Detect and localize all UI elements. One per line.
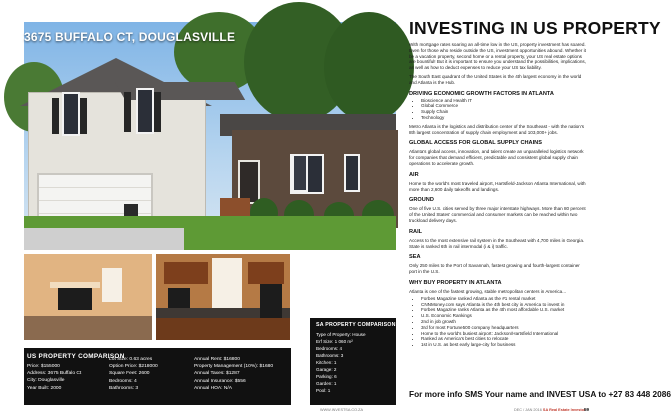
section-heading-air: AIR — [409, 171, 419, 178]
air-text: Home to the world's most traveled airport, Hartsfield-Jackson Atlanta International, with more than 2,600 daily takeoffs and landings. — [409, 180, 586, 192]
list-item: • 3rd for most Fortune500 company headquarters — [421, 325, 587, 331]
list-item: • Forbes Magazine ranks Atlanta as the 4th most affordable U.S. market — [421, 307, 587, 313]
list-item: • Forbes Magazine ranked Atlanta as the #1 rental market — [421, 296, 587, 302]
sa-garage: Garage: 2 — [316, 367, 337, 372]
comparison-bathrooms: Bathrooms: 3 — [109, 385, 139, 391]
sa-bedrooms: Bedrooms: 4 — [316, 346, 343, 351]
window — [62, 92, 80, 136]
list-item: • Supply Chain — [421, 109, 587, 115]
footer-website: WWW.INVESTSA.CO.ZA — [320, 408, 364, 412]
growth-text: Metro Atlanta is the logistics and distribution center of the Southeast - with the nation's 8th largest concentration of supply chain employment and 103,000+ jobs. — [409, 123, 585, 135]
footer-brand: SA Real Estate Investor — [542, 408, 586, 412]
sa-property-comparison — [310, 318, 396, 405]
section-heading-global-access: GLOBAL ACCESS FOR GLOBAL SUPPLY CHAINS — [409, 140, 542, 147]
list-item: • U.S. Economic Rankings — [421, 313, 587, 319]
comparison-column-2 — [109, 356, 158, 392]
section-heading-rail: RAIL — [409, 228, 423, 235]
growth-factor-list — [409, 98, 587, 121]
comparison-bedrooms: Bedrooms: 4 — [109, 378, 137, 384]
sa-pool: Pool: 1 — [316, 388, 331, 393]
section-heading-growth: DRIVING ECONOMIC GROWTH FACTORS IN ATLANTA — [409, 90, 554, 97]
comparison-column-3 — [194, 356, 273, 392]
list-item: • 1st in U.S. as best early large-city for business — [421, 342, 587, 348]
window — [136, 88, 154, 134]
house-photo — [24, 22, 396, 250]
property-address: 3675 BUFFALO CT, DOUGLASVILLE — [24, 30, 236, 44]
rail-text: Access to the most extensive rail system in the Southeast with 4,700 miles in Georgia. State is ranked 6th in rail intermodal (i & i) traffic. — [409, 237, 585, 249]
list-item: • CNNMoney.com says Atlanta is the 4th best city in America to invest in — [421, 302, 587, 308]
sa-parking: Parking: 6 — [316, 374, 337, 379]
sa-comparison-heading: SA PROPERTY COMPARISON — [316, 322, 396, 328]
sea-text: Only 250 miles to the Port of Savannah, fastest growing and fourth-largest container port in the U.S. — [409, 263, 580, 275]
list-item: • Bioscience and Health IT — [421, 98, 587, 104]
section-heading-ground: GROUND — [409, 197, 434, 204]
sa-type: Type of Property: House — [316, 332, 366, 337]
article-intro: With mortgage rates soaring an all-time low in the US, property investment has soared. Even for those who reside outside the US, investment opportunities abound. Whether it be a vacation property, second home or a rental property, your US real estate options are bountiful! But it is important to ensure you understand the possibilities, implications, as well as how to deduct expenses to reduce your US tax liability. — [409, 42, 586, 71]
comparison-annual-taxes: Annual Taxes: $1287 — [194, 371, 240, 377]
list-item: • Ranked as America's best cities to relocate — [421, 336, 587, 342]
sa-garden: Garden: 1 — [316, 381, 337, 386]
sa-bathrooms: Bathrooms: 3 — [316, 353, 344, 358]
window — [344, 154, 360, 192]
comparison-square-feet: Square Feet: 2600 — [109, 371, 150, 377]
sa-kitchen: Kitchen: 1 — [316, 360, 337, 365]
comparison-annual-insurance: Annual Insurance: $556 — [194, 378, 246, 384]
section-heading-sea: SEA — [409, 254, 421, 261]
section-heading-why-buy: WHY BUY PROPERTY IN ATLANTA — [409, 279, 502, 286]
interior-photo-2 — [156, 254, 290, 340]
interior-photo-1 — [24, 254, 152, 340]
comparison-property-management: Property Management (10%): $1680 — [194, 364, 274, 370]
comparison-lot-size: Lot Size: 0.63 acres — [109, 357, 153, 362]
global-access-text: Atlanta's global access, innovation, and talent create an unparalleled logistics network for companies that demand efficient, predictable and consistent global supply chain operations to accelerate growth. — [409, 149, 584, 166]
comparison-year-built: Year Built: 2000 — [27, 385, 62, 391]
footer-issue — [514, 408, 585, 412]
comparison-address: Address: 3675 Buffalo Ct — [27, 371, 82, 377]
comparison-price: Price: $155000 — [27, 364, 60, 369]
why-buy-list — [409, 296, 587, 348]
us-comparison-heading: US PROPERTY COMPARISON — [27, 353, 125, 360]
comparison-column-1 — [27, 363, 81, 392]
article-title: INVESTING IN US PROPERTY — [409, 18, 661, 38]
sa-erf-size: Erf Size: 1 060 m² — [316, 339, 353, 344]
list-item: • Home to the world's busiest airport: Jackson/Hartsfield International — [421, 331, 587, 337]
list-item: • 2nd in job growth — [421, 319, 587, 325]
ground-text: One of five U.S. cities served by three major interstate highways. More than 80 percent of the United States' commercial and consumer markets can be reached within two truckload delivery days. — [409, 206, 586, 223]
comparison-annual-rent: Annual Rent: $16800 — [194, 357, 240, 362]
list-item: • Technology — [421, 115, 587, 121]
comparison-annual-hoa: Annual HOA: N/A — [194, 385, 233, 391]
article-intro-2: The South East quadrant of the United States is the 4th largest economy in the world and Atlanta is the Hub. — [409, 73, 582, 85]
list-item: • Global Commerce — [421, 103, 587, 109]
us-property-comparison — [24, 348, 291, 405]
article — [409, 18, 661, 348]
comparison-option-price: Option Price: $218000 — [109, 364, 158, 370]
footer-date: DEC / JAN 2016 — [514, 408, 542, 412]
call-to-action: For more info SMS Your name and INVEST USA to +27 83 448 2086 — [409, 389, 671, 399]
page-number: 59 — [584, 407, 590, 412]
comparison-city: City: Douglasville — [27, 378, 65, 384]
why-buy-text: Atlanta is one of the fastest growing, stable metropolitan centers in America... — [409, 288, 567, 294]
